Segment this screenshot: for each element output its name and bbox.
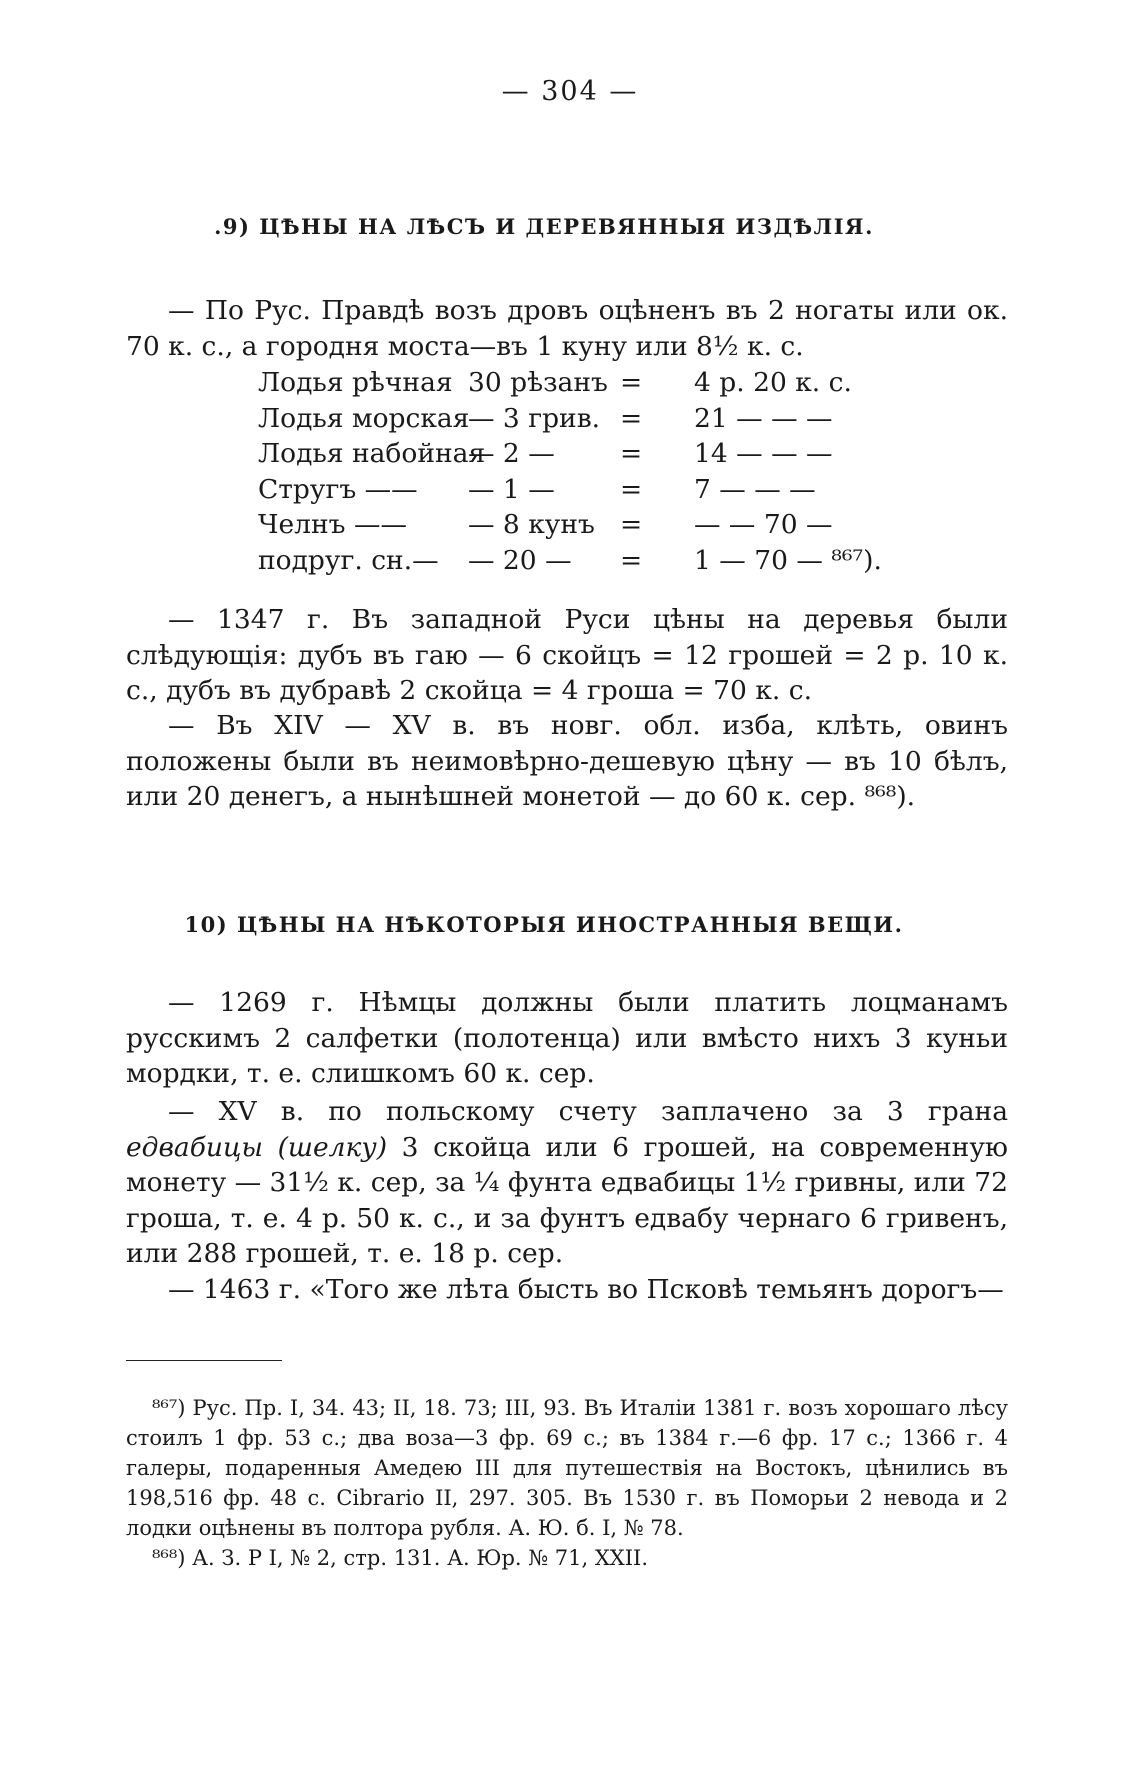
footnote-divider xyxy=(126,1360,282,1361)
section-9-paragraph-1: — По Рус. Правдѣ возъ дровъ оцѣненъ въ 2 ногаты или ок. 70 к. с., а городня моста—въ 1 куну или 8½ к. с. xyxy=(126,295,1008,362)
section-10-paragraph-2 xyxy=(126,1094,1008,1272)
footnote-868: ⁸⁶⁸) А. З. Р I, № 2, стр. 131. А. Юр. № 71, XXII. xyxy=(152,1546,649,1570)
table-price: — 20 — xyxy=(468,544,572,576)
table-item: подруг. сн.— xyxy=(258,544,439,576)
section-10-heading: 10) ЦѢНЫ НА НѢКОТОРЫЯ ИНОСТРАННЫЯ ВЕЩИ. xyxy=(184,912,904,937)
table-eq: = xyxy=(620,367,643,398)
table-price: 30 рѣзанъ xyxy=(468,367,608,398)
table-eq: = xyxy=(620,438,643,469)
table-item: Челнъ —— xyxy=(258,509,407,540)
table-eq: = xyxy=(620,509,643,540)
table-item: Лодья морская xyxy=(258,402,470,434)
table-row xyxy=(258,509,958,545)
table-row xyxy=(258,474,958,510)
paragraph-text: 3 скойца или 6 грошей, на современную монету — 31½ к. сер, за ¼ фунта едвабицы 1½ гривны, или 72 гроша, т. е. 4 р. 50 к. с., и за фунтъ едвабу чернаго 6 гривенъ, или 288 грошей, т. е. 18 р. сер. xyxy=(126,1131,1008,1269)
table-price: — 1 — xyxy=(468,473,555,505)
section-9-paragraph-2: — 1347 г. Въ западной Руси цѣны на деревья были слѣдующія: дубъ въ гаю — 6 скойцъ = 12 грошей = 2 р. 10 к. с., дубъ въ дубравѣ 2 скойца = 4 гроша = 70 к. с. xyxy=(126,604,1008,706)
table-value: 21 — — — xyxy=(694,402,833,434)
table-item: Лодья рѣчная xyxy=(258,367,453,398)
paragraph-text: — XV в. по польскому счету заплачено за 3 грана xyxy=(168,1096,1008,1127)
table-item: Стругъ —— xyxy=(258,473,418,505)
italic-term: едвабицы (шелку) xyxy=(126,1131,388,1163)
table-price: — 2 — xyxy=(468,438,555,469)
table-row xyxy=(258,438,958,474)
footnote-867: ⁸⁶⁷) Рус. Пр. I, 34. 43; II, 18. 73; III, 93. Въ Италіи 1381 г. возъ хорошаго лѣсу стоилъ 1 фр. 53 с.; два воза—3 фр. 69 с.; въ 1384 г.—6 фр. 17 с.; 1366 г. 4 галеры, подаренныя Амедею III для путешествія на Востокъ, цѣнились въ 198,516 фр. 48 с. Cibrario II, 297. 305. Въ 1530 г. въ Поморьи 2 невода и 2 лодки оцѣнены въ полтора рубля. А. Ю. б. I, № 78. xyxy=(126,1396,1008,1540)
table-row xyxy=(258,545,958,581)
table-eq: = xyxy=(620,473,643,505)
section-10-paragraph-1: — 1269 г. Нѣмцы должны были платить лоцманамъ русскимъ 2 салфетки (полотенца) или вмѣсто нихъ 3 куньи мордки, т. е. слишкомъ 60 к. сер. xyxy=(126,987,1008,1089)
section-10-paragraph-3: — 1463 г. «Того же лѣта бысть во Псковѣ темьянъ дорогъ— xyxy=(168,1274,1004,1305)
table-value: 1 — 70 — ⁸⁶⁷). xyxy=(694,544,882,576)
table-row xyxy=(258,367,958,403)
table-value: — — 70 — xyxy=(694,509,833,540)
boat-price-table xyxy=(258,367,958,580)
table-value: 7 — — — xyxy=(694,473,816,505)
table-row xyxy=(258,403,958,439)
table-eq: = xyxy=(620,402,643,434)
table-price: — 8 кунъ xyxy=(468,509,595,540)
section-9-paragraph-3: — Въ XIV — XV в. въ новг. обл. изба, клѣть, овинъ положены были въ неимовѣрно-дешевую цѣну — въ 10 бѣлъ, или 20 денегъ, а нынѣшней монетой — до 60 к. сер. ⁸⁶⁸). xyxy=(126,710,1008,812)
table-item: Лодья набойная xyxy=(258,438,486,469)
table-eq: = xyxy=(620,544,643,576)
table-value: 14 — — — xyxy=(694,438,833,469)
section-9-heading: .9) ЦѢНЫ НА ЛѢСЪ И ДЕРЕВЯННЫЯ ИЗДѢЛІЯ. xyxy=(214,214,874,239)
page-number: — 304 — xyxy=(501,76,639,107)
table-value: 4 р. 20 к. с. xyxy=(694,367,852,398)
table-price: — 3 грив. xyxy=(468,402,601,434)
